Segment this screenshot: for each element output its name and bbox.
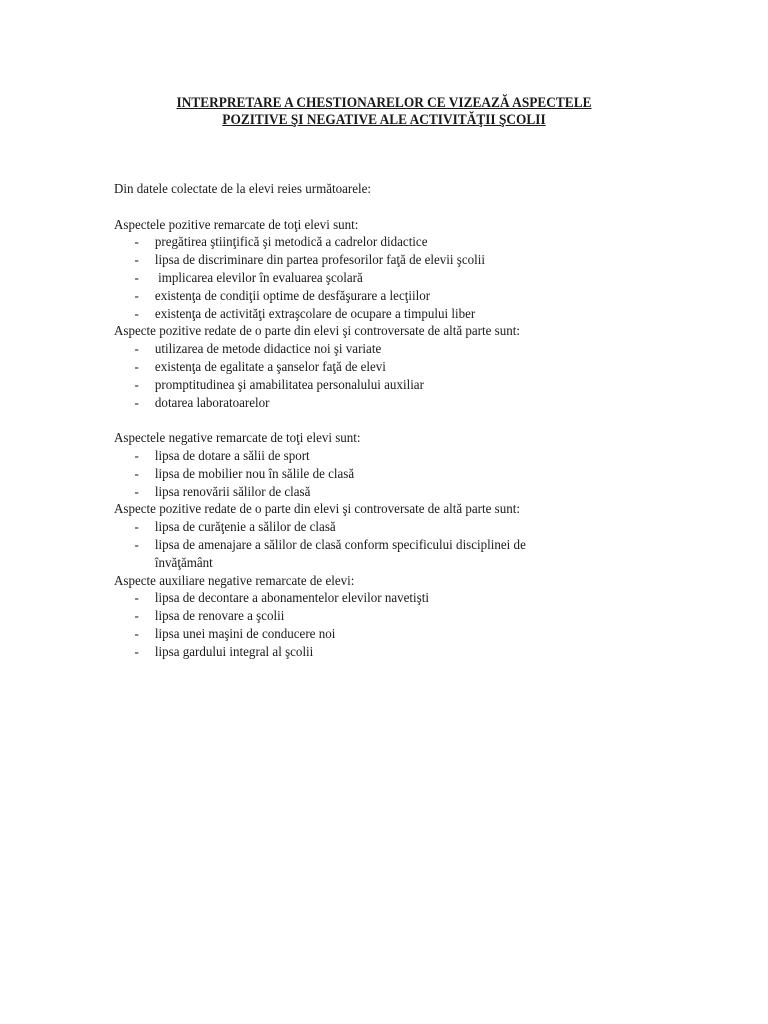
list-item [114,270,635,288]
bullet-list [114,590,635,661]
dash-bullet: - [134,609,139,625]
list-item-text: utilizarea de metode didactice noi şi variate [154,342,382,358]
list-item [114,644,635,662]
list-item-text: lipsa de mobilier nou în sălile de clasă [154,466,355,482]
list-item-text: lipsa unei maşini de conducere noi [154,626,336,642]
dash-bullet: - [134,359,139,375]
dash-bullet: - [134,591,139,607]
list-item [114,484,635,502]
list-item [114,537,564,573]
list-item [114,395,635,413]
list-item [114,252,635,270]
dash-bullet: - [134,537,139,553]
list-item [114,306,635,324]
list-item-text: existenţa de activităţi extraşcolare de ocupare a timpului liber [154,306,476,322]
list-item-text: lipsa renovării sălilor de clasă [154,484,311,500]
document-title-line-1: INTERPRETARE A CHESTIONARELOR CE VIZEAZĂ ASPECTELE [176,95,592,111]
list-item-text: lipsa de dotare a sălii de sport [154,448,310,464]
intro-paragraph: Din datele colectate de la elevi reies următoarele: [114,182,372,197]
section-heading: Aspecte auxiliare negative remarcate de elevi: [114,573,355,589]
list-item-text: promptitudinea şi amabilitatea personalului auxiliar [154,377,424,393]
dash-bullet: - [134,288,139,304]
list-item-text: pregătirea ştiinţifică şi metodică a cadrelor didactice [154,235,428,251]
document-body [114,181,635,662]
dash-bullet: - [134,644,139,660]
dash-bullet: - [134,377,139,393]
list-item [114,359,635,377]
dash-bullet: - [134,253,139,269]
dash-bullet: - [134,626,139,642]
list-item [114,341,635,359]
list-item-text: existenţa de egalitate a şanselor faţă de elevi [154,359,386,375]
section-heading: Aspecte pozitive redate de o parte din elevi şi controversate de altă parte sunt: [114,324,520,340]
list-item-text: lipsa gardului integral al şcolii [154,644,314,660]
list-item [114,519,635,537]
list-item-text: lipsa de renovare a şcolii [154,609,285,625]
list-item-text: lipsa de decontare a abonamentelor elevilor navetişti [154,591,429,607]
dash-bullet: - [134,520,139,536]
dash-bullet: - [134,466,139,482]
list-item [114,377,635,395]
list-item-text: lipsa de amenajare a sălilor de clasă conform specificului disciplinei de învăţământ [154,537,526,571]
list-item [114,626,635,644]
list-item-text: lipsa de curăţenie a sălilor de clasă [154,520,336,536]
list-item-text: existenţa de condiţii optime de desfăşurare a lecţiilor [154,288,431,304]
bullet-list [114,341,635,412]
list-item-text: lipsa de discriminare din partea profesorilor faţă de elevii şcolii [154,253,485,269]
list-item [114,608,635,626]
list-item [114,590,635,608]
dash-bullet: - [134,395,139,411]
dash-bullet: - [134,306,139,322]
list-item-text: implicarea elevilor în evaluarea şcolară [154,270,363,286]
list-item [114,448,635,466]
dash-bullet: - [134,270,139,286]
section-heading: Aspecte pozitive redate de o parte din elevi şi controversate de altă parte sunt: [114,502,520,518]
list-item-text: dotarea laboratoarelor [154,395,270,411]
list-item [114,466,635,484]
dash-bullet: - [134,342,139,358]
bullet-list [114,234,635,323]
dash-bullet: - [134,235,139,251]
list-item [114,288,635,306]
document-title-line-2: POZITIVE ŞI NEGATIVE ALE ACTIVITĂŢII ŞCOLII [222,112,546,128]
bullet-list [114,448,635,501]
dash-bullet: - [134,448,139,464]
section-heading: Aspectele negative remarcate de toţi elevi sunt: [114,431,361,447]
paragraph-gap [114,412,635,430]
section-heading: Aspectele pozitive remarcate de toţi elevi sunt: [114,217,359,233]
list-item [114,234,635,252]
paragraph-gap [114,199,635,217]
bullet-list [114,519,635,572]
dash-bullet: - [134,484,139,500]
